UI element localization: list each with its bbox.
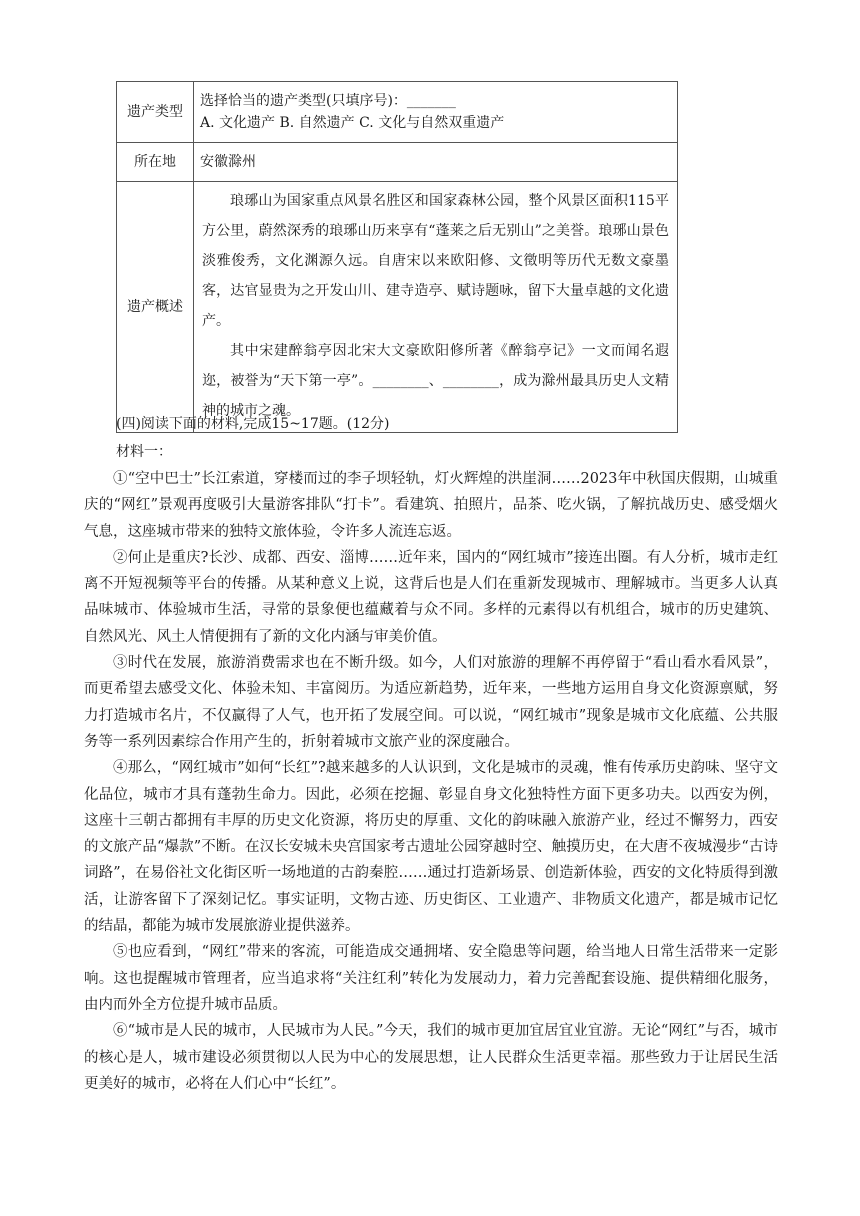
summary-paragraph-1: 琅琊山为国家重点风景名胜区和国家森林公园，整个风景区面积115平方公里，蔚然深秀的琅琊山历来享有“蓬莱之后无别山”之美誉。琅琊山景色淡雅俊秀，文化渊源久远。自唐宋以来欧阳修、文徵明等历代无数文豪墨客，达官显贵为之开发山川、建寺造亭、赋诗题咏，留下大量卓越的文化遗产。 — [202, 193, 669, 329]
heritage-type-cell — [194, 82, 678, 143]
summary-cell — [194, 182, 678, 433]
heritage-type-row — [117, 82, 678, 143]
section-heading: (四)阅读下面的材料,完成15~17题。(12分) — [116, 416, 390, 432]
article-paragraph: ③时代在发展，旅游消费需求也在不断升级。如今，人们对旅游的理解不再停留于“看山看水看风景”，而更希望去感受文化、体验未知、丰富阅历。为适应新趋势，近年来，一些地方运用自身文化资源禀赋，努力打造城市名片，不仅赢得了人气，也开拓了发展空间。可以说，“网红城市”现象是城市文化底蕴、公共服务等一系列因素综合作用产生的，折射着城市文旅产业的深度融合。 — [84, 655, 778, 750]
material-label: 材料一： — [116, 444, 172, 460]
article-paragraph: ①“空中巴士”长江索道，穿楼而过的李子坝轻轨，灯火辉煌的洪崖洞……2023年中秋国庆假期，山城重庆的“网红”景观再度吸引大量游客排队“打卡”。看建筑、拍照片，品茶、吃火锅，了解抗战历史、感受烟火气息，这座城市带来的独特文旅体验，令许多人流连忘返。 — [84, 471, 778, 540]
location-value: 安徽滁州 — [194, 143, 678, 182]
article-paragraph: ④那么，“网红城市”如何“长红”?越来越多的人认识到，文化是城市的灵魂，惟有传承历史韵味、坚守文化品位，城市才具有蓬勃生命力。因此，必须在挖掘、彰显自身文化独特性方面下更多功夫。以西安为例，这座十三朝古都拥有丰厚的历史文化资源，将历史的厚重、文化的韵味融入旅游产业，经过不懈努力，西安的文旅产品“爆款”不断。在汉长安城未央宫国家考古遗址公园穿越时空、触摸历史，在大唐不夜城漫步“古诗词路”，在易俗社文化街区听一场地道的古韵秦腔……通过打造新场景、创造新体验，西安的文化特质得到激活，让游客留下了深刻记忆。事实证明，文物古迹、历史街区、工业遗产、非物质文化遗产，都是城市记忆的结晶，都能为城市发展旅游业提供滋养。 — [84, 760, 778, 935]
heritage-type-options: A. 文化遗产 B. 自然遗产 C. 文化与自然双重遗产 — [200, 115, 505, 131]
article-paragraph: ⑥“城市是人民的城市，人民城市为人民。”今天，我们的城市更加宜居宜业宜游。无论“网红”与否，城市的核心是人，城市建设必须贯彻以人民为中心的发展思想，让人民群众生活更幸福。那些致力于让居民生活更美好的城市，必将在人们心中“长红”。 — [84, 1023, 778, 1092]
article-body — [84, 466, 778, 1097]
location-row — [117, 143, 678, 182]
heritage-table — [116, 81, 678, 433]
location-label: 所在地 — [117, 143, 194, 182]
article-paragraph: ②何止是重庆?长沙、成都、西安、淄博……近年来，国内的“网红城市”接连出圈。有人分析，城市走红离不开短视频等平台的传播。从某种意义上说，这背后也是人们在重新发现城市、理解城市。当更多人认真品味城市、体验城市生活，寻常的景象便也蕴藏着与众不同。多样的元素得以有机组合，城市的历史建筑、自然风光、风土人情便拥有了新的文化内涵与审美价值。 — [84, 549, 778, 645]
summary-paragraph-2: 其中宋建醉翁亭因北宋大文豪欧阳修所著《醉翁亭记》一文而闻名遐迩，被誉为“天下第一亭”。________、________，成为滁州最具历史人文精神的城市之魂。 — [202, 343, 669, 419]
heritage-type-prompt: 选择恰当的遗产类型(只填序号)：_______ — [200, 93, 456, 109]
summary-label: 遗产概述 — [117, 182, 194, 433]
article-paragraph: ⑤也应看到，“网红”带来的客流，可能造成交通拥堵、安全隐患等问题，给当地人日常生活带来一定影响。这也提醒城市管理者，应当追求将“关注红利”转化为发展动力，着力完善配套设施、提供精细化服务，由内而外全方位提升城市品质。 — [84, 944, 778, 1013]
heritage-type-label: 遗产类型 — [117, 82, 194, 143]
summary-row — [117, 182, 678, 433]
